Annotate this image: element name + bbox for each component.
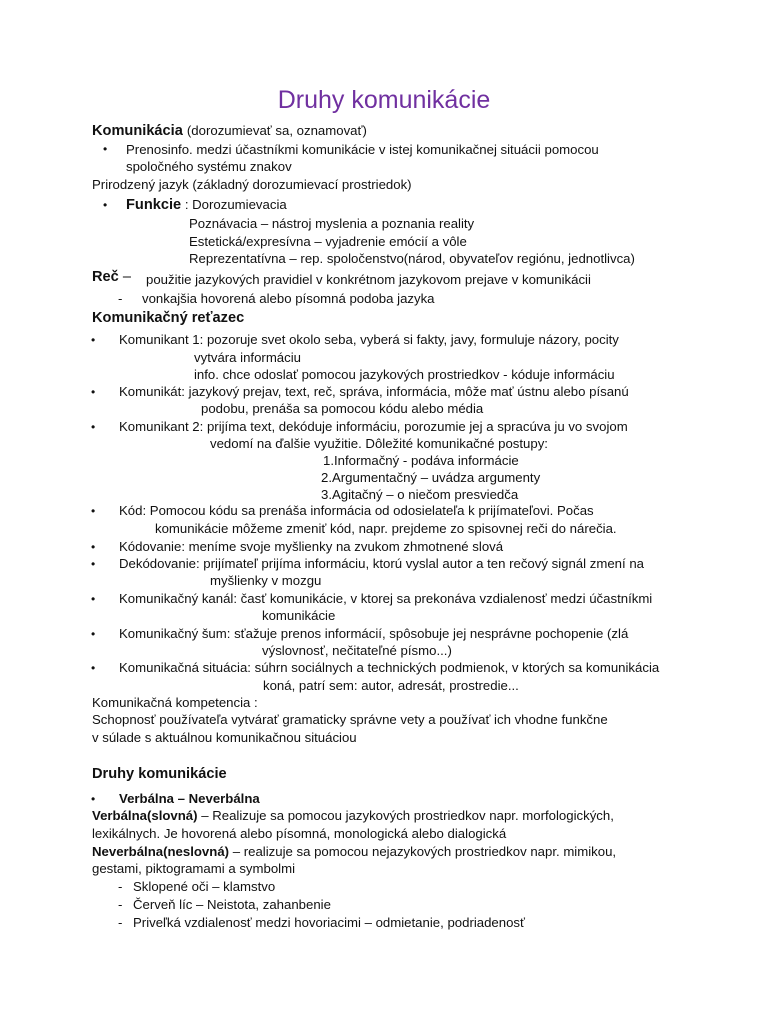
example-item: Červeň líc – Neistota, zahanbenie (133, 897, 331, 912)
list-item: Komunikant 2: prijíma text, dekóduje informáciu, porozumie jej a spracúva ju vo svojom (119, 419, 628, 434)
rec-term: Reč – (92, 269, 131, 285)
example-item: Sklopené oči – klamstvo (133, 879, 276, 894)
funkcie-term: Funkcie (126, 197, 182, 213)
rec-sub-item: vonkajšia hovorená alebo písomná podoba jazyka (142, 291, 435, 306)
kompetencia-text: Schopnosť používateľa vytvárať gramaticky správne vety a používať ich vhodne funkčne (92, 712, 608, 727)
funkcie-line (126, 196, 287, 214)
bullet-icon: • (91, 333, 96, 347)
kompetencia-text: v súlade s aktuálnou komunikačnou situáciou (92, 730, 357, 745)
list-item: Komunikát: jazykový prejav, text, reč, správa, informácia, môže mať ústnu alebo písanú (119, 384, 629, 399)
dash-marker: - (118, 291, 123, 306)
bullet-icon: • (91, 420, 96, 434)
function-item: Estetická/expresívna – vyjadrenie emócií a vôle (189, 234, 467, 249)
section-heading: Komunikačný reťazec (92, 310, 245, 326)
postup-item: 1.Informačný - podáva informácie (323, 453, 519, 468)
komunikacia-note: (dorozumievať sa, oznamovať) (186, 123, 367, 138)
dash-marker: - (118, 879, 123, 894)
bullet-icon: • (91, 792, 96, 806)
list-item: Kód: Pomocou kódu sa prenáša informácia od odosielateľa k prijímateľovi. Počas (119, 503, 594, 518)
komunikacia-heading (92, 122, 367, 140)
list-item-cont: výslovnosť, nečitateľné písmo...) (262, 643, 452, 658)
bullet-icon: • (91, 627, 96, 641)
function-item: Poznávacia – nástroj myslenia a poznania reality (189, 216, 475, 231)
section-heading: Druhy komunikácie (92, 766, 227, 782)
list-item-cont: komunikácie (262, 608, 336, 623)
bullet-icon: • (103, 198, 108, 212)
verbalna-def: – Realizuje sa pomocou jazykových prostriedkov napr. morfologických, (197, 808, 614, 823)
bullet-icon: • (91, 557, 96, 571)
text-line: Prirodzený jazyk (základný dorozumievací prostriedok) (92, 177, 412, 192)
neverbalna-term: Neverbálna(neslovná) (92, 844, 230, 859)
list-item-cont: koná, patrí sem: autor, adresát, prostredie... (263, 678, 519, 693)
bullet-icon: • (91, 661, 96, 675)
bullet-icon: • (91, 504, 96, 518)
list-item: Kódovanie: meníme svoje myšlienky na zvukom zhmotnené slová (119, 539, 504, 554)
postup-item: 2.Argumentačný – uvádza argumenty (321, 470, 541, 485)
dash-marker: - (118, 915, 123, 930)
text-line: lexikálnych. Je hovorená alebo písomná, monologická alebo dialogická (92, 826, 507, 841)
definition-line: Prenosinfo. medzi účastníkmi komunikácie v istej komunikačnej situácii pomocou (126, 142, 599, 157)
verbalna-term: Verbálna(slovná) (92, 808, 198, 823)
bullet-icon: • (103, 142, 108, 156)
list-item-cont: info. chce odoslať pomocou jazykových prostriedkov - kóduje informáciu (194, 367, 615, 382)
definition-line: spoločného systému znakov (126, 159, 292, 174)
text-line: gestami, piktogramami a symbolmi (92, 861, 296, 876)
neverbalna-line (92, 843, 616, 860)
function-item: Reprezentatívna – rep. spoločenstvo(národ, obyvateľov regiónu, jednotlivca) (189, 251, 635, 266)
funkcie-first: : Dorozumievacia (184, 197, 287, 212)
postup-item: 3.Agitačný – o niečom presviedča (321, 487, 519, 502)
list-item: Komunikačný šum: sťažuje prenos informácií, spôsobuje jej nesprávne pochopenie (zlá (119, 626, 629, 641)
list-item: Komunikant 1: pozoruje svet okolo seba, vyberá si fakty, javy, formuluje názory, pocity (119, 332, 619, 347)
page-title: Druhy komunikácie (277, 86, 491, 114)
list-item-cont: podobu, prenáša sa pomocou kódu alebo média (201, 401, 484, 416)
list-item-cont: myšlienky v mozgu (210, 573, 322, 588)
bullet-icon: • (91, 385, 96, 399)
kompetencia-label: Komunikačná kompetencia : (92, 695, 258, 710)
list-item-cont: vedomí na ďalšie využitie. Dôležité komunikačné postupy: (210, 436, 548, 451)
list-item: Komunikačná situácia: súhrn sociálnych a technických podmienok, v ktorých sa komunikácia (119, 660, 660, 675)
list-item: Komunikačný kanál: časť komunikácie, v ktorej sa prekonáva vzdialenosť medzi účastníkmi (119, 591, 653, 606)
bullet-icon: • (91, 540, 96, 554)
rec-definition: použitie jazykových pravidiel v konkrétnom jazykovom prejave v komunikácii (146, 272, 591, 287)
list-item: Dekódovanie: prijímateľ prijíma informáciu, ktorú vyslal autor a ten rečový signál zmení na (119, 556, 644, 571)
example-item: Priveľká vzdialenosť medzi hovoriacimi – odmietanie, podriadenosť (133, 915, 525, 930)
komunikacia-term: Komunikácia (92, 123, 183, 139)
neverbalna-def: – realizuje sa pomocou nejazykových prostriedkov napr. mimikou, (229, 844, 617, 859)
list-item-cont: vytvára informáciu (194, 350, 302, 365)
list-item: Verbálna – Neverbálna (119, 791, 260, 806)
dash-marker: - (118, 897, 123, 912)
verbalna-line (92, 807, 614, 824)
bullet-icon: • (91, 592, 96, 606)
list-item-cont: komunikácie môžeme zmeniť kód, napr. prejdeme zo spisovnej reči do nárečia. (155, 521, 617, 536)
